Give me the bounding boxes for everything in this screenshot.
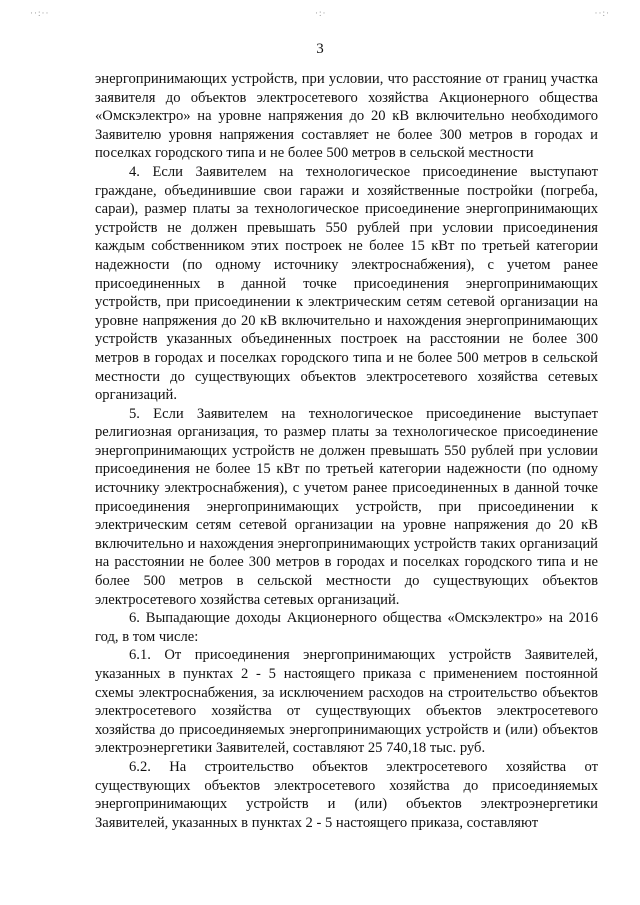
scan-artifact: ··:·	[594, 8, 610, 18]
scan-artifact: ··:··	[30, 8, 50, 18]
paragraph-item-6-2: 6.2. На строительство объектов электросетевого хозяйства от существующих объектов электросетевого хозяйства до присоединяемых энергопринимающих устройств и (или) объектов электроэнергетики Заявителей, указанных в пунктах 2 - 5 настоящего приказа, составляют	[95, 758, 598, 831]
paragraph-item-4: 4. Если Заявителем на технологическое присоединение выступают граждане, объединившие свои гаражи и хозяйственные постройки (погреба, сараи), размер платы за технологическое присоединение энергопринимающих устройств не должен превышать 550 рублей при условии присоединения каждым собственником этих построек не более 15 кВт по третьей категории надежности (по одному источнику электроснабжения), с учетом ранее присоединенных в данной точке присоединения энергопринимающих устройств, при присоединении к электрическим сетям сетевой организации на уровне напряжения до 20 кВ включительно и нахождения энергопринимающих устройств указанных объединенных построек на расстоянии не более 300 метров в городах и поселках городского типа и не более 500 метров в сельской местности до существующих объектов электросетевого хозяйства сетевых организаций.	[95, 163, 598, 404]
paragraph-item-6: 6. Выпадающие доходы Акционерного общества «Омскэлектро» на 2016 год, в том числе:	[95, 610, 598, 645]
paragraph-item-6-1: 6.1. От присоединения энергопринимающих устройств Заявителей, указанных в пунктах 2 - 5 настоящего приказа с применением постоянной схемы электроснабжения, за исключением расходов на строительство объектов электросетевого хозяйства от существующих объектов электросетевого хозяйства до присоединяемых энергопринимающих устройств и (или) объектов электроэнергетики Заявителей, составляют 25 740,18 тыс. руб.	[95, 647, 598, 757]
scan-artifact: ·:·	[315, 8, 327, 18]
paragraph-continuation: энергопринимающих устройств, при условии, что расстояние от границ участка заявителя до объектов электросетевого хозяйства Акционерного общества «Омскэлектро» на уровне напряжения до 20 кВ включительно необходимого Заявителю уровня напряжения составляет не более 300 метров в городах и поселках городского типа и не более 500 метров в сельской местности	[95, 71, 598, 162]
page-number: 3	[316, 41, 324, 57]
document-body	[95, 70, 598, 832]
paragraph-item-5: 5. Если Заявителем на технологическое присоединение выступает религиозная организация, то размер платы за технологическое присоединение энергопринимающих устройств не должен превышать 550 рублей при условии присоединения не более 15 кВт по третьей категории надежности (по одному источнику электроснабжения), с учетом ранее присоединенных в данной точке присоединения энергопринимающих устройств, при присоединении к электрическим сетям сетевой организации на уровне напряжения до 20 кВ включительно и нахождения энергопринимающих устройств таких организаций на расстоянии не более 300 метров в городах и поселках городского типа и не более 500 метров в сельской местности до существующих объектов электросетевого хозяйства сетевых организаций.	[95, 405, 598, 608]
